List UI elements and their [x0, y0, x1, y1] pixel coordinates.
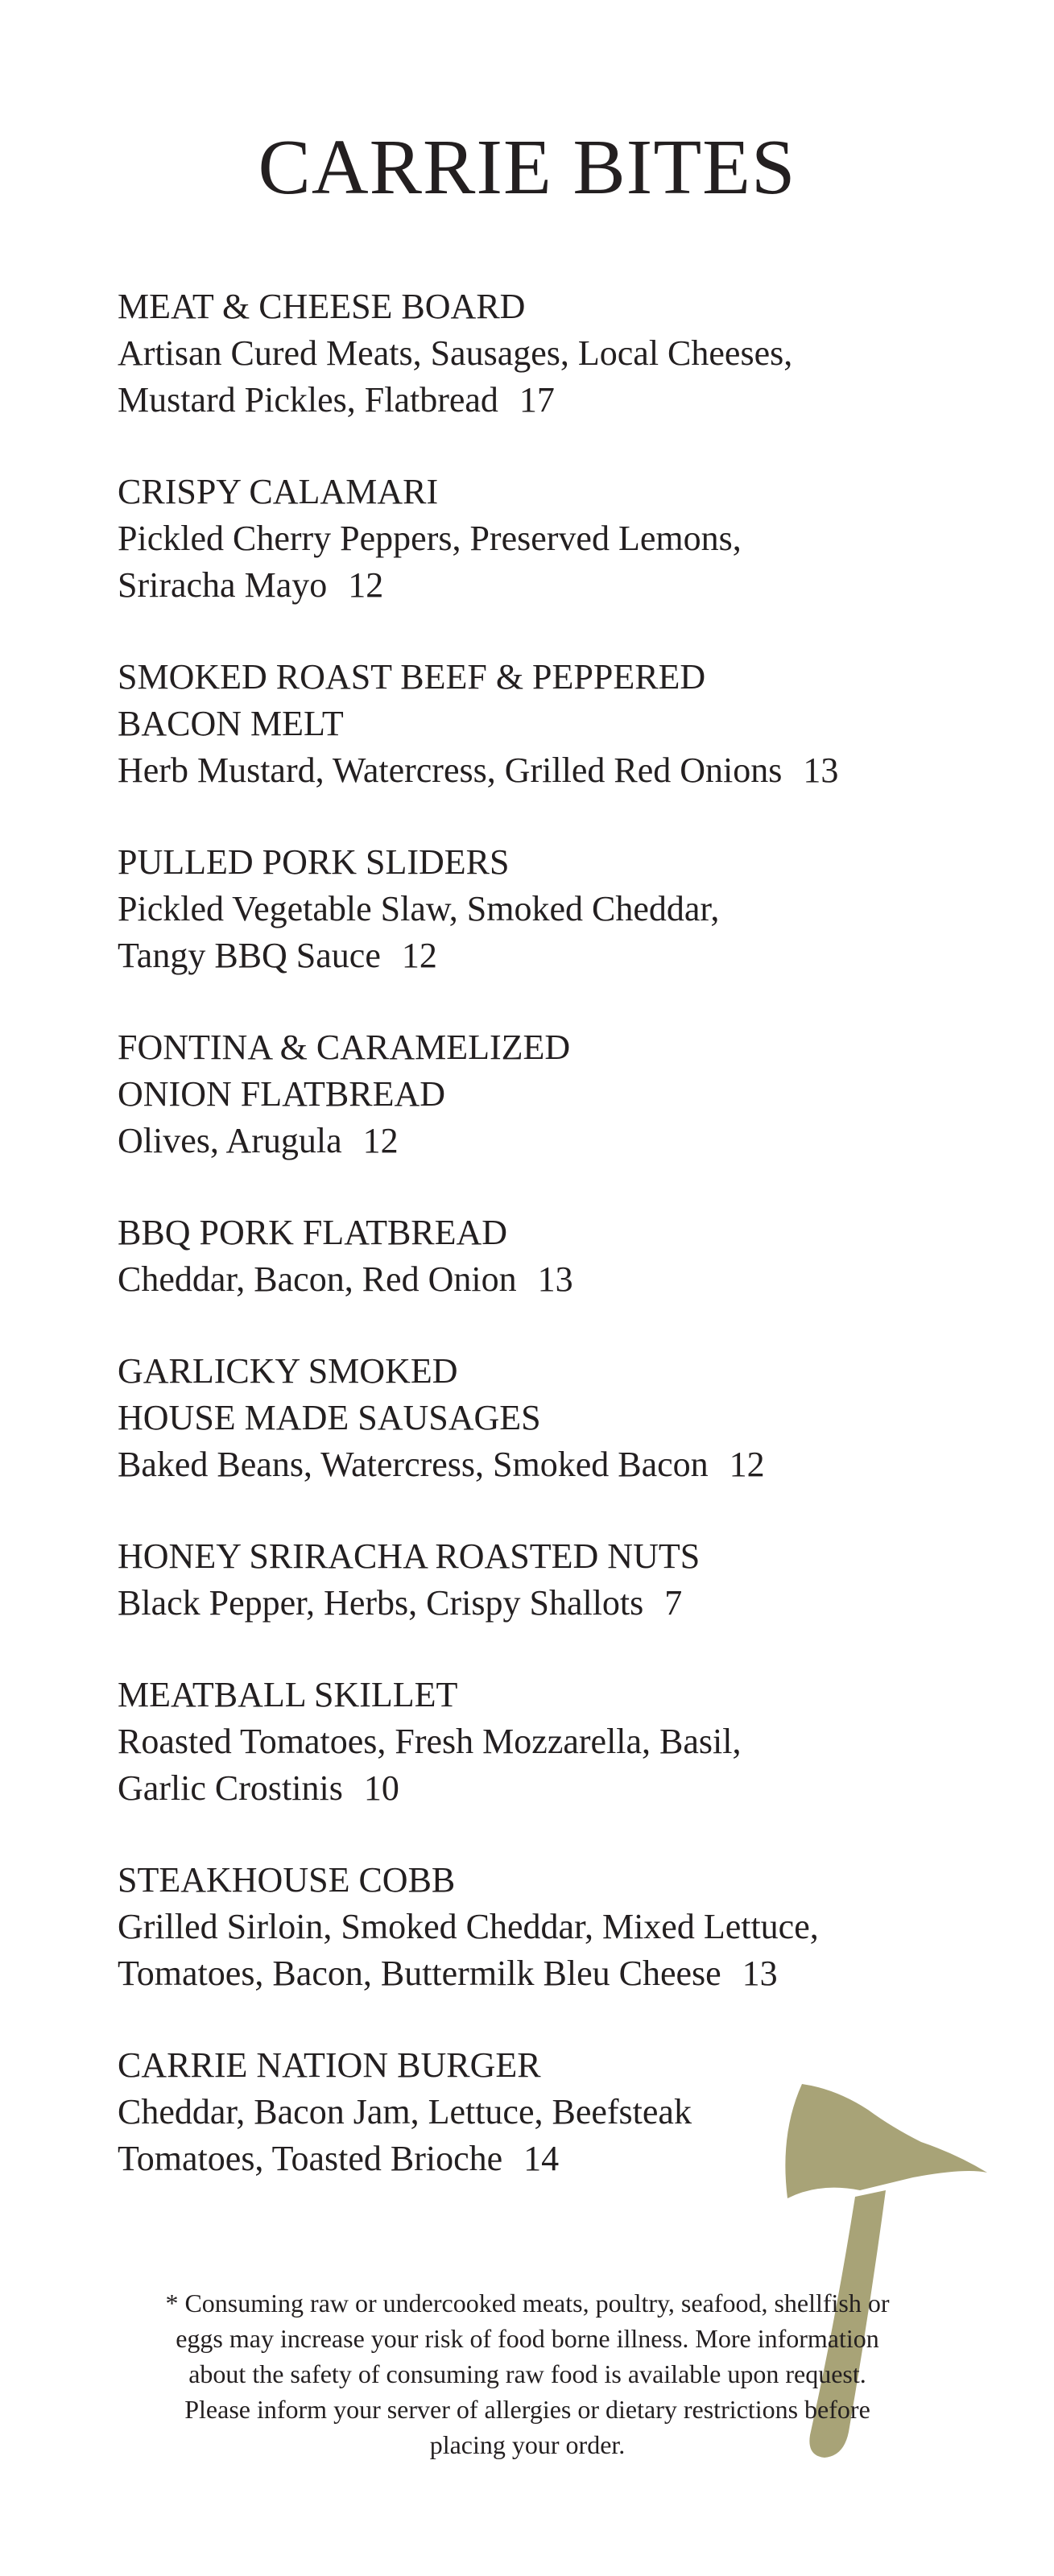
menu-item [118, 1672, 971, 1812]
item-description: Cheddar, Bacon, Red Onion [118, 1259, 517, 1299]
item-description-line [118, 562, 971, 609]
item-price: 14 [523, 2139, 560, 2178]
disclaimer-line: placing your order. [429, 2430, 626, 2459]
allergy-disclaimer [105, 2285, 950, 2462]
item-description: Garlic Crostinis [118, 1768, 343, 1808]
page-title: CARRIE BITES [258, 124, 796, 211]
item-name: BACON MELT [118, 704, 344, 743]
item-name: SMOKED ROAST BEEF & PEPPERED [118, 657, 706, 697]
menu-item [118, 1209, 971, 1303]
item-price: 12 [348, 565, 384, 605]
item-name: MEATBALL SKILLET [118, 1675, 458, 1714]
item-description-line [118, 932, 971, 979]
item-description: Pickled Vegetable Slaw, Smoked Cheddar, [118, 889, 720, 928]
disclaimer-line: eggs may increase your risk of food borne illness. More information [176, 2324, 879, 2353]
item-name: STEAKHOUSE COBB [118, 1860, 456, 1900]
item-description: Cheddar, Bacon Jam, Lettuce, Beefsteak [118, 2092, 692, 2132]
item-description: Baked Beans, Watercress, Smoked Bacon [118, 1445, 709, 1484]
item-description: Tomatoes, Bacon, Buttermilk Bleu Cheese [118, 1954, 721, 1993]
menu-list [118, 283, 971, 2227]
item-description-line [118, 1765, 971, 1812]
item-price: 13 [537, 1259, 573, 1299]
item-description-line [118, 1118, 971, 1164]
item-price: 17 [519, 380, 555, 420]
item-description: Roasted Tomatoes, Fresh Mozzarella, Basil, [118, 1722, 742, 1761]
item-description: Black Pepper, Herbs, Crispy Shallots [118, 1583, 644, 1623]
item-name: CRISPY CALAMARI [118, 472, 439, 511]
item-description: Olives, Arugula [118, 1121, 342, 1160]
menu-item [118, 839, 971, 979]
item-description: Sriracha Mayo [118, 565, 328, 605]
item-name: PULLED PORK SLIDERS [118, 842, 510, 882]
item-description: Grilled Sirloin, Smoked Cheddar, Mixed Lettuce, [118, 1907, 819, 1946]
menu-item [118, 283, 971, 424]
item-description: Pickled Cherry Peppers, Preserved Lemons, [118, 519, 742, 558]
hatchet-head [785, 2084, 987, 2198]
item-description: Tomatoes, Toasted Brioche [118, 2139, 503, 2178]
item-description-line [118, 1256, 971, 1303]
disclaimer-line: * Consuming raw or undercooked meats, poultry, seafood, shellfish or [165, 2289, 890, 2318]
item-description: Herb Mustard, Watercress, Grilled Red Onions [118, 750, 783, 790]
item-description-line [118, 1580, 971, 1627]
item-description-line [118, 1441, 971, 1488]
item-price: 7 [664, 1583, 683, 1623]
item-price: 12 [729, 1445, 765, 1484]
item-name: FONTINA & CARAMELIZED [118, 1028, 571, 1067]
item-price: 12 [401, 936, 437, 975]
item-price: 12 [362, 1121, 399, 1160]
item-price: 13 [803, 750, 839, 790]
item-price: 13 [742, 1954, 778, 1993]
disclaimer-line: about the safety of consuming raw food is available upon request. [188, 2359, 866, 2388]
item-description-line [118, 377, 971, 424]
menu-item [118, 1024, 971, 1164]
item-name: MEAT & CHEESE BOARD [118, 287, 526, 326]
menu-item [118, 469, 971, 609]
item-name: HONEY SRIRACHA ROASTED NUTS [118, 1536, 701, 1576]
item-name: HOUSE MADE SAUSAGES [118, 1398, 541, 1437]
item-description: Artisan Cured Meats, Sausages, Local Cheeses, [118, 333, 793, 373]
item-description-line [118, 747, 971, 794]
item-price: 10 [363, 1768, 399, 1808]
item-description-line [118, 1950, 971, 1997]
menu-item [118, 654, 971, 794]
item-description: Mustard Pickles, Flatbread [118, 380, 498, 420]
menu-item [118, 1533, 971, 1627]
item-name: CARRIE NATION BURGER [118, 2045, 541, 2085]
menu-item [118, 1348, 971, 1488]
disclaimer-line: Please inform your server of allergies or dietary restrictions before [184, 2395, 870, 2424]
item-name: GARLICKY SMOKED [118, 1351, 458, 1391]
menu-item [118, 1857, 971, 1997]
item-name: ONION FLATBREAD [118, 1074, 445, 1114]
item-name: BBQ PORK FLATBREAD [118, 1213, 508, 1252]
item-description: Tangy BBQ Sauce [118, 936, 381, 975]
